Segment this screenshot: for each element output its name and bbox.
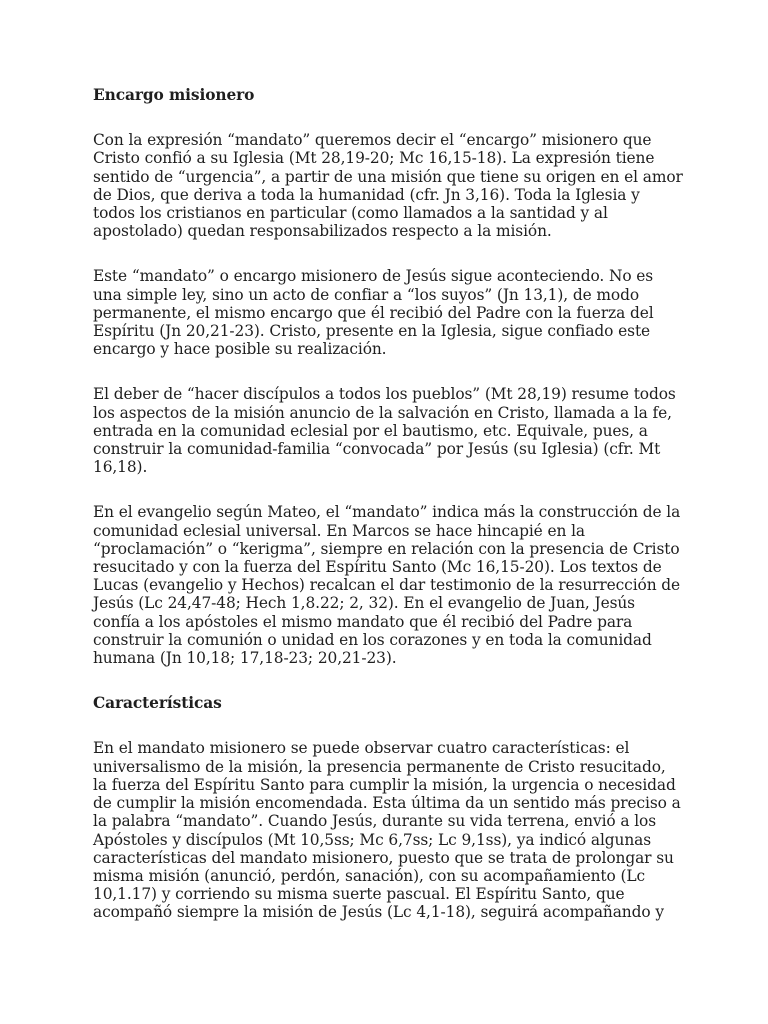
paragraph: En el mandato misionero se puede observar cuatro características: el universalismo de la misión, la presencia permanente de Cristo resucitado, la fuerza del Espíritu Santo para cumplir la misión, la urgencia o necesidad de cumplir la misión encomendada. Esta última da un sentido más preciso a la palabra “mandato”. Cuando Jesús, durante su vida terrena, envió a los Apóstoles y discípulos (Mt 10,5ss; Mc 6,7ss; Lc 9,1ss), ya indicó algunas características del mandato misionero, puesto que se trata de prolongar su misma misión (anunció, perdón, sanación), con su acompañamiento (Lc 10,1.17) y corriendo su misma suerte pascual. El Espíritu Santo, que acompañó siempre la misión de Jesús (Lc 4,1-18), seguirá acompañando y xyxy=(93,739,681,922)
document-page xyxy=(93,86,683,922)
paragraph: En el evangelio según Mateo, el “mandato” indica más la construcción de la comunidad eclesial universal. En Marcos se hace hincapié en la “proclamación” o “kerigma”, siempre en relación con la presencia de Cristo resucitado y con la fuerza del Espíritu Santo (Mc 16,15-20). Los textos de Lucas (evangelio y Hechos) recalcan el dar testimonio de la resurrección de Jesús (Lc 24,47-48; Hech 1,8.22; 2, 32). En el evangelio de Juan, Jesús confía a los apóstoles el mismo mandato que él recibió del Padre para construir la comunión o unidad en los corazones y en toda la comunidad humana (Jn 10,18; 17,18-23; 20,21-23). xyxy=(93,503,681,668)
paragraph: Con la expresión “mandato” queremos decir el “encargo” misionero que Cristo confió a su Iglesia (Mt 28,19-20; Mc 16,15-18). La expresión tiene sentido de “urgencia”, a partir de una misión que tiene su origen en el amor de Dios, que deriva a toda la humanidad (cfr. Jn 3,16). Toda la Iglesia y todos los cristianos en particular (como llamados a la santidad y al apostolado) quedan responsabilizados respecto a la misión. xyxy=(93,131,683,241)
paragraph: El deber de “hacer discípulos a todos los pueblos” (Mt 28,19) resume todos los aspectos de la misión anuncio de la salvación en Cristo, llamada a la fe, entrada en la comunidad eclesial por el bautismo, etc. Equivale, pues, a construir la comunidad-familia “convocada” por Jesús (su Iglesia) (cfr. Mt 16,18). xyxy=(93,385,676,477)
paragraph: Este “mandato” o encargo misionero de Jesús sigue aconteciendo. No es una simple ley, sino un acto de confiar a “los suyos” (Jn 13,1), de modo permanente, el mismo encargo que él recibió del Padre con la fuerza del Espíritu (Jn 20,21-23). Cristo, presente en la Iglesia, sigue confiado este encargo y hace posible su realización. xyxy=(93,267,654,359)
section-heading-caracteristicas: Características xyxy=(93,694,222,713)
section-heading-encargo: Encargo misionero xyxy=(93,86,255,104)
